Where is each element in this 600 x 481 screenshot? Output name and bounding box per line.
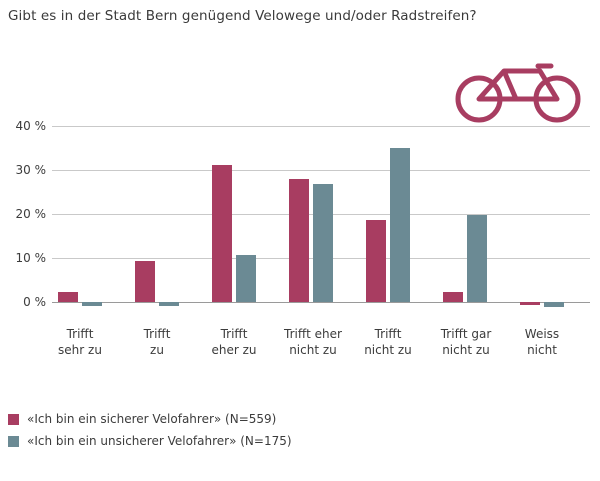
y-tick-0: 0 % <box>23 295 46 309</box>
x-tick-5: Trifft gar nicht zu <box>440 327 492 357</box>
y-tick-20: 20 % <box>15 207 46 221</box>
y-tick-40: 40 % <box>15 119 46 133</box>
x-tick-2: Trifft eher zu <box>211 327 257 357</box>
x-axis-labels <box>52 326 590 382</box>
legend <box>8 412 588 456</box>
x-tick-3: Trifft eher nicht zu <box>284 327 342 357</box>
chart-title: Gibt es in der Stadt Bern genügend Velowege und/oder Radstreifen? <box>8 8 477 24</box>
y-tick-30: 30 % <box>15 163 46 177</box>
legend-item-unsicher <box>8 434 588 448</box>
legend-item-sicher <box>8 412 588 426</box>
x-tick-0: Trifft sehr zu <box>58 327 102 357</box>
y-axis-labels <box>0 119 600 321</box>
x-tick-4: Trifft nicht zu <box>364 327 412 357</box>
y-tick-10: 10 % <box>15 251 46 265</box>
x-tick-1: Trifft zu <box>143 327 171 357</box>
x-tick-6: Weiss nicht <box>524 327 560 357</box>
legend-label-sicher: «Ich bin ein sicherer Velofahrer» (N=559) <box>27 412 277 426</box>
legend-swatch-sicher <box>8 414 19 425</box>
legend-swatch-unsicher <box>8 436 19 447</box>
legend-label-unsicher: «Ich bin ein unsicherer Velofahrer» (N=175) <box>27 434 292 448</box>
bicycle-icon <box>452 52 584 124</box>
